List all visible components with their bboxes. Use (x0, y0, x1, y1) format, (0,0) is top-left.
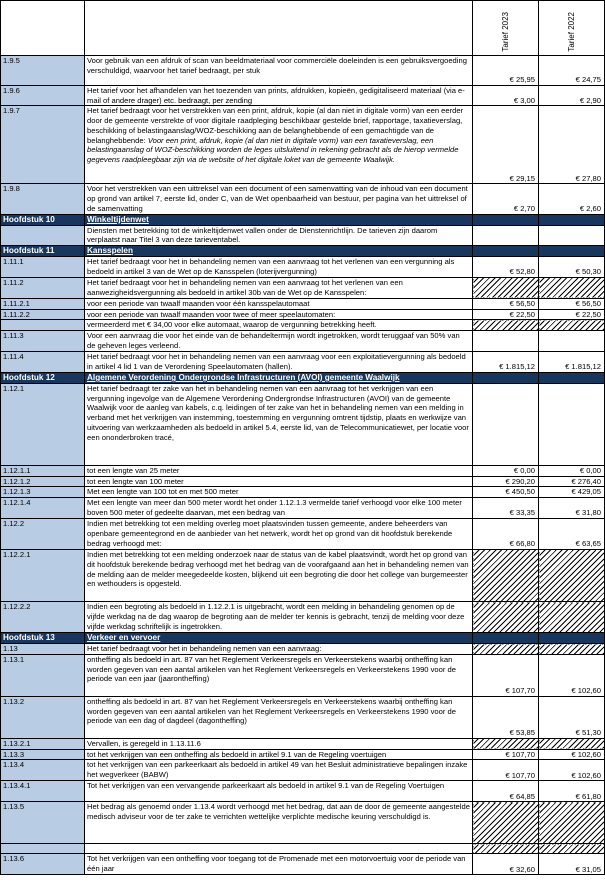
table-row (1, 760, 605, 781)
table-row (1, 331, 605, 352)
table-row (1, 256, 605, 277)
item-number: 1.13.3 (1, 749, 85, 760)
item-number: 1.12.1.2 (1, 476, 85, 487)
tariff-2022: € 429,05 (539, 487, 605, 498)
item-description (85, 519, 473, 550)
not-applicable-2022 (539, 550, 605, 602)
description-text: Met een lengte van 100 tot en met 500 meter (87, 487, 239, 497)
header-2022-label: Tarief 2022 (566, 12, 576, 52)
header-tarief-2022 (539, 1, 605, 56)
not-applicable-2022 (539, 802, 605, 844)
description-text: tot een lengte van 25 meter (87, 466, 180, 476)
tariff-2022: € 50,30 (539, 256, 605, 277)
tariff-2022 (539, 225, 605, 245)
tariff-2022: € 102,60 (539, 749, 605, 760)
table-row (1, 298, 605, 309)
description-text: vermeerderd met € 34,00 voor elke automaat, waarop de vergunning betrekking heeft. (87, 320, 377, 330)
chapter-filler-2022 (539, 373, 605, 384)
table-row (1, 487, 605, 498)
item-number: 1.11.2.1 (1, 298, 85, 309)
tariff-2022: € 27,80 (539, 106, 605, 184)
item-description (85, 696, 473, 738)
table-row (1, 602, 605, 633)
item-description (85, 298, 473, 309)
tariff-2022: € 31,05 (539, 854, 605, 875)
item-number: 1.9.5 (1, 56, 85, 86)
item-description (85, 602, 473, 633)
table-row (1, 498, 605, 519)
description-text: Het bedrag als genoemd onder 1.13.4 wordt verhoogd met het bedrag, dat aan de door de gemeente aangestelde medisch adviseur voor de ter zake te verrichten wettelijke verplichte medische keuring verschuldigd is. (87, 802, 470, 821)
chapter-filler-2023 (473, 245, 539, 256)
item-description (85, 854, 473, 875)
chapter-filler-2022 (539, 214, 605, 225)
tariff-2022: € 1.815,12 (539, 352, 605, 373)
item-description (85, 320, 473, 331)
item-description (85, 225, 473, 245)
item-number: 1.12.2.1 (1, 550, 85, 602)
table-row (1, 781, 605, 802)
tariff-2023: € 33,35 (473, 498, 539, 519)
description-text: Het tarief bedraagt ter zake van het in behandeling nemen van een aanvraag tot het verkrijgen van een vergunning ingevolge van de Algemene Verordening Ondergrondse Infrastructuren (AVOI) van de gemeente Waalwijk voor de aanleg van kabels, c.q. leidingen of ter zake van het in behandeling nemen van een melding in verband met het verkrijgen van instemming, toestemming en vergunning omtrent tijdstip, plaats en werkwijze van uitvoering van werkzaamheden als bedoeld in artikel 5.4, eerste lid, van de Telecommunicatiewet, per locatie voor een ononderbroken tracé, (87, 384, 469, 442)
item-number: 1.12.1.4 (1, 498, 85, 519)
tariff-2022: € 2,60 (539, 184, 605, 214)
chapter-filler-2022 (539, 245, 605, 256)
table-row (1, 384, 605, 466)
description-text: Indien met betrekking tot een melding overleg moet plaatsvinden tussen gemeente, andere beheerders van openbare gemeentegrond en de aanbieder van het netwerk, wordt het op grond van dit hoofdstuk berekende bedrag verhoogd met: (87, 519, 453, 548)
item-number: 1.12.1.1 (1, 466, 85, 477)
chapter-row (1, 373, 605, 384)
description-text: Voor een aanvraag die voor het einde van de behandeltermijn wordt ingetrokken, wordt teruggaaf van 50% van de geheven leges verleend. (87, 331, 460, 350)
item-number: 1.11.3 (1, 331, 85, 352)
tariff-2023: € 107,70 (473, 749, 539, 760)
not-applicable-2022 (539, 320, 605, 331)
item-number: 1.13.5 (1, 802, 85, 844)
description-text: Het tarief bedraagt voor het in behandeling nemen van een aanvraag tot het verlenen van een vergunning als bedoeld in artikel 3 van de Wet op de Kansspelen (loterijvergunning) (87, 256, 455, 276)
tariff-2023: € 29,15 (473, 106, 539, 184)
table-row (1, 654, 605, 696)
tariff-2023: € 64,85 (473, 781, 539, 802)
not-applicable-2023 (473, 738, 539, 749)
chapter-number: Hoofdstuk 10 (1, 214, 85, 225)
description-text: Indien met betrekking tot een melding onderzoek naar de status van de kabel plaatsvindt, wordt het op grond van dit hoofdstuk berekende bedrag verhoogd met het bedrag van de voorafgaand aan het in behandeling nemen van de melding aan de melder meegedeelde kosten, blijkend uit een begroting die door het college van burgemeester en wethouders is opgesteld. (87, 550, 469, 589)
tariff-2023 (473, 225, 539, 245)
description-text: Indien een begroting als bedoeld in 1.12.2.1 is uitgebracht, wordt een melding in behandeling genomen op de vijfde werkdag na de dag waarop de begroting aan de melder ter kennis is gebracht, tenzij de melding voor deze vijfde werkdag schriftelijk is ingetrokken. (87, 602, 465, 631)
item-number: 1.12.2.2 (1, 602, 85, 633)
table-row (1, 854, 605, 875)
description-text: ontheffing als bedoeld in art. 87 van het Reglement Verkeersregels en Verkeerstekens waarbij ontheffing kan worden gegeven van een aantal artikelen van het Reglement Verkeersregels en Verkeerstekens 1990 voor de periode van een jaar (jaarontheffing) (87, 654, 456, 684)
tariff-2022: € 2,90 (539, 86, 605, 106)
chapter-title: Winkeltijdenwet (85, 214, 473, 225)
not-applicable-2023 (473, 644, 539, 655)
chapter-title: Verkeer en vervoer (85, 633, 473, 644)
table-row (1, 519, 605, 550)
not-applicable-2022 (539, 738, 605, 749)
chapter-row (1, 633, 605, 644)
item-number: 1.12.2 (1, 519, 85, 550)
item-description (85, 56, 473, 86)
item-description (85, 498, 473, 519)
tariff-2022: € 56,50 (539, 298, 605, 309)
item-number: 1.13.1 (1, 654, 85, 696)
item-description (85, 738, 473, 749)
item-description (85, 781, 473, 802)
description-text: Vervallen, is geregeld in 1.13.11.6 (87, 738, 201, 748)
description-text: Tot het verkrijgen van een vervangende parkeerkaart als bedoeld in artikel 9.1 van de Regeling Voertuigen (87, 781, 445, 791)
table-row (1, 749, 605, 760)
tariff-2023: € 22,50 (473, 309, 539, 320)
tariff-2022: € 276,40 (539, 476, 605, 487)
tariff-2023: € 32,60 (473, 854, 539, 875)
tariff-2023: € 107,70 (473, 654, 539, 696)
item-number: 1.11.1 (1, 256, 85, 277)
tariff-2023: € 52,80 (473, 256, 539, 277)
description-text: ontheffing als bedoeld in art. 87 van het Reglement Verkeersregels en Verkeerstekens waarbij ontheffing kan worden gegeven van een aantal artikelen van het Reglement Verkeersregels en Verkeerstekens 1990 voor de periode van een dag of dagdeel (dagontheffing) (87, 696, 456, 726)
item-number (1, 844, 85, 854)
item-description (85, 331, 473, 352)
tariff-2022: € 31,80 (539, 498, 605, 519)
item-number: 1.12.1.3 (1, 487, 85, 498)
description-text: Voor gebruik van een afdruk of scan van beeldmateriaal voor commerciële doeleinden is een gebruiksvergoeding verschuldigd, waarvoor het tarief bedraagt, per stuk (87, 56, 467, 75)
item-description (85, 802, 473, 844)
table-row (1, 550, 605, 602)
not-applicable-2022 (539, 844, 605, 854)
item-number: 1.9.7 (1, 106, 85, 184)
header-empty-desc (85, 1, 473, 56)
item-number: 1.11.2 (1, 277, 85, 298)
chapter-filler-2022 (539, 633, 605, 644)
chapter-number: Hoofdstuk 11 (1, 245, 85, 256)
item-number: 1.13 (1, 644, 85, 655)
tariff-2023: € 66,80 (473, 519, 539, 550)
item-description (85, 466, 473, 477)
tariff-2023: € 53,85 (473, 696, 539, 738)
tariff-2022: € 24,75 (539, 56, 605, 86)
table-row (1, 802, 605, 844)
item-description (85, 550, 473, 602)
header-tarief-2023 (473, 1, 539, 56)
description-text: tot het verkrijgen van een parkeerkaart als bedoeld in artikel 49 van het Besluit administratieve bepalingen inzake het wegverkeer (BABW) (87, 760, 468, 779)
item-description (85, 749, 473, 760)
tariff-2022 (539, 331, 605, 352)
not-applicable-2023 (473, 844, 539, 854)
tariff-2023: € 25,95 (473, 56, 539, 86)
table-row (1, 352, 605, 373)
tariff-2022: € 51,30 (539, 696, 605, 738)
description-text: Met een lengte van meer dan 500 meter wordt het onder 1.12.1.3 vermelde tarief verhoogd voor elke 100 meter boven 500 meter of gedeelte daarvan, met een bedrag van (87, 498, 462, 517)
table-row (1, 738, 605, 749)
tariff-2023: € 1.815,12 (473, 352, 539, 373)
description-text: Het tarief bedraagt voor het verstrekken van een print, afdruk, kopie (al dan niet in digitale vorm) van een eerder door de gemeente verstrekte of voor digitale raadpleging beschikbaar gestelde brief, rapportage, taxatieverslag, beschikking of belastingaanslag/WOZ-beschikking aan de belanghebbende of een gemachtigde van de belanghebbende: (87, 106, 464, 145)
tariff-2023: € 450,50 (473, 487, 539, 498)
item-number: 1.13.2 (1, 696, 85, 738)
item-number (1, 320, 85, 331)
table-row (1, 56, 605, 86)
tariff-2023: € 56,50 (473, 298, 539, 309)
description-text: Het tarief bedraagt voor het in behandeling nemen van een aanvraag tot het verlenen van een aanwezigheidsvergunning als bedoeld in artikel 30b van de Wet op de Kansspelen: (87, 277, 403, 297)
description-text: voor een periode van twaalf maanden voor twee of meer speelautomaten: (87, 309, 336, 319)
item-number: 1.11.2.2 (1, 309, 85, 320)
table-row (1, 476, 605, 487)
item-number: 1.13.2.1 (1, 738, 85, 749)
item-description (85, 487, 473, 498)
table-row (1, 466, 605, 477)
tariff-2023: € 0,00 (473, 466, 539, 477)
tariff-2022: € 102,60 (539, 654, 605, 696)
not-applicable-2022 (539, 277, 605, 298)
table-row (1, 86, 605, 106)
item-description (85, 106, 473, 184)
description-text: voor een periode van twaalf maanden voor één kansspelautomaat (87, 298, 310, 308)
table-row (1, 184, 605, 214)
description-text: Voor het verstrekken van een uittreksel van een document of een samenvatting van de inhoud van een document op grond van artikel 7, eerste lid, onder C, van de Wet openbaarheid van bestuur, per pagina van het uittreksel of de samenvatting (87, 184, 468, 213)
tariff-2023: € 3,00 (473, 86, 539, 106)
item-description (85, 86, 473, 106)
table-row (1, 320, 605, 331)
item-description (85, 844, 473, 854)
description-note: Voor een print, afdruk, kopie (al dan niet in digitale vorm) van een taxatieverslag, een belastingaanslag of WOZ-beschikking worden de leges uitsluitend in rekening gebracht als de hierop vermelde gegevens raadpleegbaar zijn via de website of het digitale loket van de gemeente Waalwijk. (87, 135, 459, 164)
not-applicable-2022 (539, 644, 605, 655)
tariff-2023 (473, 384, 539, 466)
item-description (85, 256, 473, 277)
table-row (1, 696, 605, 738)
description-text: Het tarief voor het afhandelen van het toezenden van prints, afdrukken, kopieën, gedigitaliseerd materiaal (via e-mail of andere drager) etc. bedraagt, per zending (87, 86, 465, 105)
item-description (85, 277, 473, 298)
item-number: 1.11.4 (1, 352, 85, 373)
description-text: tot het verkrijgen van een ontheffing als bedoeld in artikel 9.1 van de Regeling voertuigen (87, 749, 387, 759)
tariff-2023: € 290,20 (473, 476, 539, 487)
description-text: tot een lengte van 100 meter (87, 476, 184, 486)
chapter-title: Algemene Verordening Ondergrondse Infrastructuren (AVOI) gemeente Waalwijk (85, 373, 473, 384)
chapter-filler-2023 (473, 633, 539, 644)
chapter-row (1, 214, 605, 225)
tariff-2022: € 63,65 (539, 519, 605, 550)
item-description (85, 760, 473, 781)
item-description (85, 352, 473, 373)
tariff-2023: € 2,70 (473, 184, 539, 214)
header-2023-label: Tarief 2023 (500, 12, 510, 52)
item-number (1, 225, 85, 245)
item-description (85, 644, 473, 655)
item-description (85, 654, 473, 696)
description-text: Het tarief bedraagt voor het in behandeling nemen van een aanvraag voor een exploitatievergunning als bedoeld in artikel 4 lid 1 van de Verordening Speelautomaten (hallen). (87, 352, 466, 371)
description-text: Het tarief bedraagt voor het in behandeling nemen van een aanvraag: (87, 644, 322, 654)
item-number: 1.12.1 (1, 384, 85, 466)
tariff-2022: € 22,50 (539, 309, 605, 320)
chapter-title: Kansspelen (85, 245, 473, 256)
table-row (1, 309, 605, 320)
header-empty-no (1, 1, 85, 56)
item-number: 1.13.4.1 (1, 781, 85, 802)
table-header-row (1, 1, 605, 56)
item-number: 1.9.8 (1, 184, 85, 214)
chapter-number: Hoofdstuk 12 (1, 373, 85, 384)
not-applicable-2023 (473, 550, 539, 602)
item-description (85, 476, 473, 487)
description-text: Diensten met betrekking tot de winkeltijdenwet vallen onder de Dienstenrichtlijn. De tarieven zijn daarom verplaatst naar Titel 3 van deze tarieventabel. (87, 225, 438, 245)
description-text: Tot het verkrijgen van een ontheffing voor toegang tot de Promenade met een motorvoertuig voor de periode van één jaar (87, 854, 466, 873)
not-applicable-2022 (539, 602, 605, 633)
tariff-2022 (539, 384, 605, 466)
table-row (1, 644, 605, 655)
item-number: 1.9.6 (1, 86, 85, 106)
not-applicable-2023 (473, 277, 539, 298)
chapter-number: Hoofdstuk 13 (1, 633, 85, 644)
table-row (1, 225, 605, 245)
chapter-row (1, 245, 605, 256)
tariff-2022: € 102,60 (539, 760, 605, 781)
chapter-filler-2023 (473, 214, 539, 225)
chapter-filler-2023 (473, 373, 539, 384)
tariff-2023: € 107,70 (473, 760, 539, 781)
item-number: 1.13.6 (1, 854, 85, 875)
tariff-2023 (473, 331, 539, 352)
table-row (1, 844, 605, 854)
item-description (85, 309, 473, 320)
not-applicable-2023 (473, 602, 539, 633)
item-number: 1.13.4 (1, 760, 85, 781)
tariff-2022: € 61,80 (539, 781, 605, 802)
table-row (1, 106, 605, 184)
not-applicable-2023 (473, 320, 539, 331)
item-description (85, 384, 473, 466)
item-description (85, 184, 473, 214)
tariff-2022: € 0,00 (539, 466, 605, 477)
not-applicable-2023 (473, 802, 539, 844)
table-row (1, 277, 605, 298)
